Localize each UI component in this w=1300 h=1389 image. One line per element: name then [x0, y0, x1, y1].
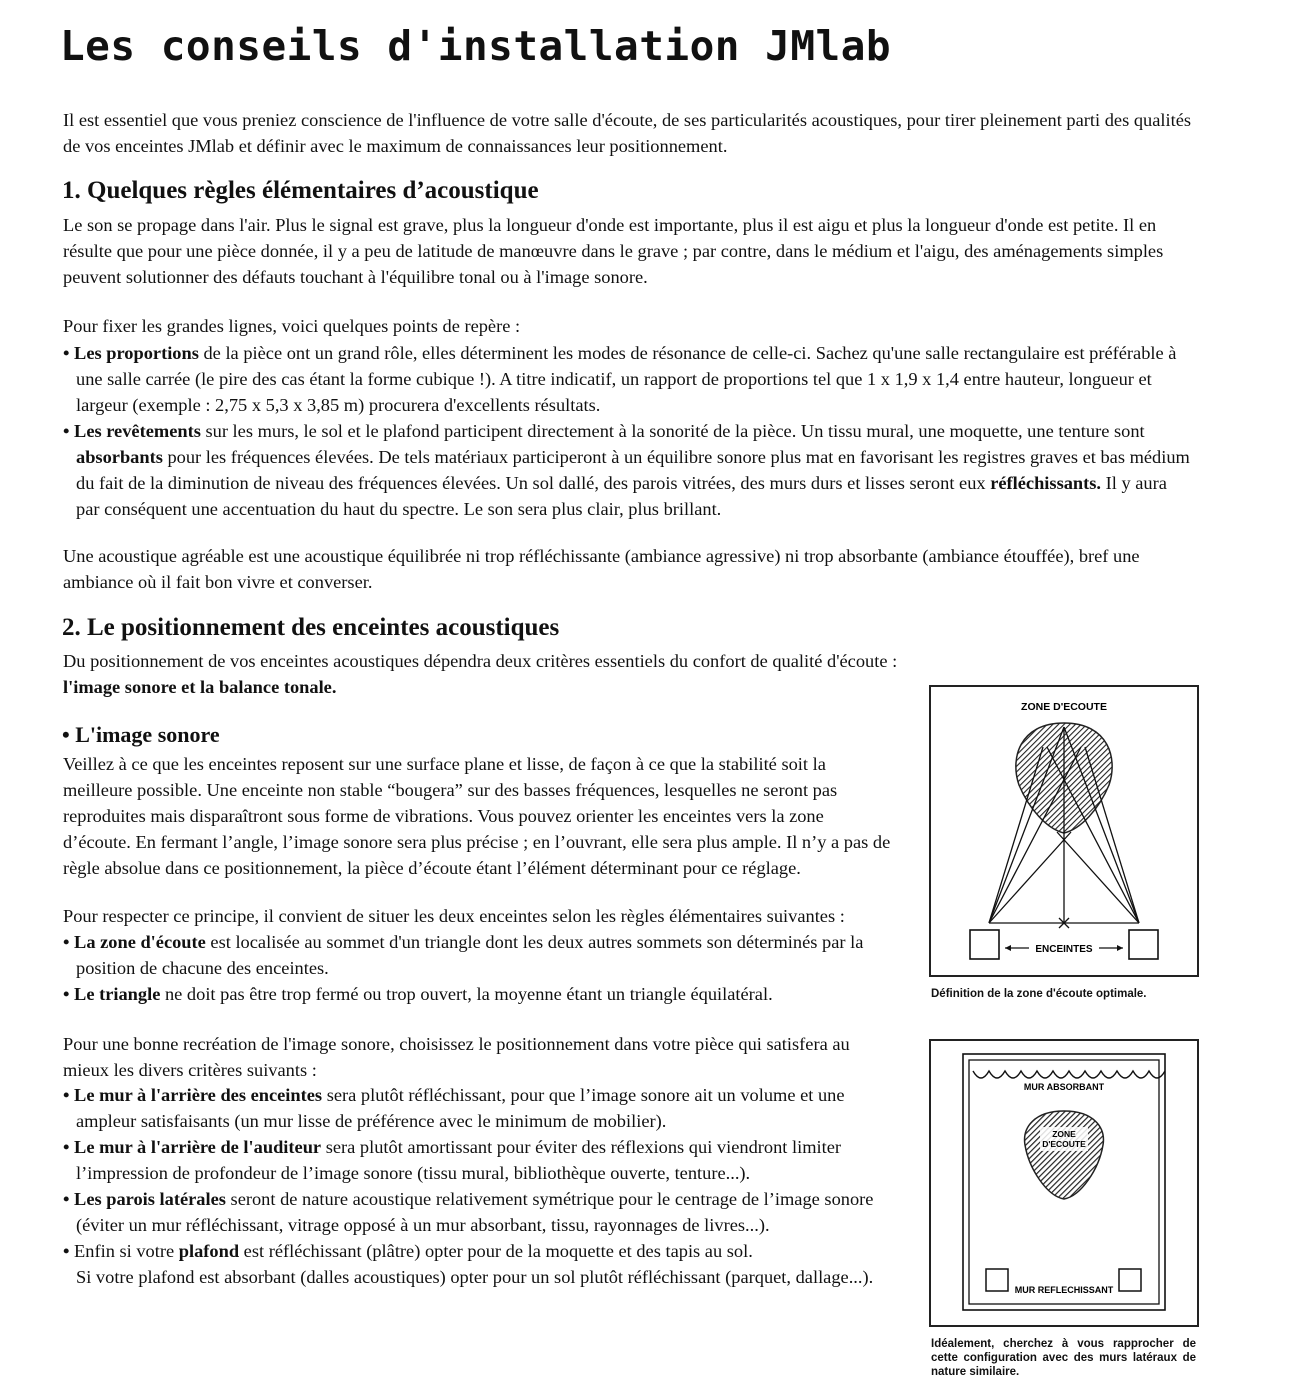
bold-term: Le triangle	[74, 984, 161, 1004]
sight-lines	[989, 727, 1139, 928]
page-title: Les conseils d'installation JMlab	[60, 22, 892, 70]
figure2-caption: Idéalement, cherchez à vous rapprocher de cette configuration avec des murs latéraux de nature similaire.	[931, 1338, 1196, 1378]
figure-listening-zone	[929, 685, 1199, 977]
list-item: • Les revêtements sur les murs, le sol et le plafond participent directement à la sonorité de la pièce. Un tissu mural, une moquette, une tenture sont absorbants pour les fréquences élevées. De tels matériaux participeront à un équilibre sonore plus mat en favorisant les registres graves et bas médium du fait de la diminution de niveau des fréquences élevées. Un sol dallé, des parois vitrées, des murs durs et lisses seront eux réfléchissants. Il y aura par conséquent une accentuation du haut du spectre. Le son sera plus clair, plus brillant.	[63, 421, 1190, 519]
zone-label: ZONE D'ECOUTE	[1021, 701, 1107, 713]
bold-term: Le mur à l'arrière des enceintes	[74, 1085, 323, 1105]
balanced-acoustics-paragraph: Une acoustique agréable est une acoustique équilibrée ni trop réfléchissante (ambiance agressive) ni trop absorbante (ambiance étouffée), bref une ambiance où il fait bon vivre et converser.	[63, 546, 1140, 592]
bold-term: La zone d'écoute	[74, 932, 206, 952]
list-item: • Enfin si votre plafond est réfléchissant (plâtre) opter pour de la moquette et des tapis au sol. Si votre plafond est absorbant (dalles acoustiques) opter pour un sol plutôt réfléchissant (parquet, dallage...).	[63, 1241, 874, 1287]
speakers-label: ENCEINTES	[1035, 944, 1093, 955]
bold-term: réfléchissants.	[990, 473, 1102, 493]
placement-criteria-list	[63, 1082, 893, 1290]
image-sonore-paragraph: Veillez à ce que les enceintes reposent sur une surface plane et lisse, de façon à ce que la stabilité soit la meilleure possible. Une enceinte non stable “bougera” sur des basses fréquences, lesquelles ne seront pas reproduites mais disparaîtront sous forme de vibrations. Vous pouvez orienter les enceintes vers la zone d’écoute. En fermant l’angle, l’image sonore sera plus précise ; en l’ouvrant, elle sera plus ample. Il n’y a pas de règle absolue dans ce positionnement, la pièce d’écoute étant l’élément déterminant pour ce réglage.	[63, 754, 891, 878]
triangle-diagram	[931, 687, 1197, 975]
listening-zone-shape	[1025, 1111, 1104, 1199]
list-item: • Les proportions de la pièce ont un grand rôle, elles déterminent les modes de résonance de celle-ci. Sachez qu'une salle rectangulaire est préférable à une salle carrée (le pire des cas étant la forme cubique !). A titre indicatif, un rapport de proportions tel que 1 x 1,9 x 1,4 entre hauteur, longueur et largeur (exemple : 2,75 x 5,3 x 3,85 m) procurera d'excellents résultats.	[63, 343, 1177, 415]
triangle-rules-list	[63, 929, 893, 1007]
section2-heading: 2. Le positionnement des enceintes acoustiques	[62, 614, 560, 641]
list-item: • La zone d'écoute est localisée au sommet d'un triangle dont les deux autres sommets son déterminés par la position de chacune des enceintes.	[63, 932, 864, 978]
figure1-caption: Définition de la zone d'écoute optimale.	[931, 988, 1147, 1000]
section2-intro: Du positionnement de vos enceintes acoustiques dépendra deux critères essentiels du confort de qualité d'écoute : l'image sonore et la balance tonale.	[63, 651, 898, 697]
arrow-left-icon	[1005, 945, 1011, 951]
section1-paragraph: Le son se propage dans l'air. Plus le signal est grave, plus la longueur d'onde est importante, plus il est aigu et plus la longueur d'onde est petite. Il en résulte que pour une pièce donnée, il y a peu de latitude de manœuvre dans le grave ; par contre, dans le médium et l'aigu, des aménagements simples peuvent solutionner des défauts touchant à l'équilibre tonal ou à l'image sonore.	[63, 215, 1164, 287]
subsection-heading: • L'image sonore	[62, 722, 220, 747]
bold-term: Les proportions	[74, 343, 199, 363]
arrow-right-icon	[1117, 945, 1123, 951]
reflective-wall-label: MUR REFLECHISSANT	[1014, 1285, 1114, 1295]
bold-term: Les revêtements	[74, 421, 201, 441]
absorbent-wall-icon	[973, 1071, 1165, 1078]
bold-term: Les parois latérales	[74, 1189, 226, 1209]
bold-term: l'image sonore et la balance tonale.	[63, 677, 337, 697]
absorbent-wall-label: MUR ABSORBANT	[1023, 1082, 1105, 1092]
reference-points-intro: Pour fixer les grandes lignes, voici quelques points de repère :	[63, 316, 521, 336]
section1-heading: 1. Quelques règles élémentaires d’acoustique	[62, 177, 539, 204]
bold-term: Le mur à l'arrière de l'auditeur	[74, 1137, 322, 1157]
list-item: • Les parois latérales seront de nature acoustique relativement symétrique pour le centrage de l’image sonore (éviter un mur réfléchissant, vitrage opposé à un mur absorbant, tissu, rayonnages de livres...).	[63, 1189, 874, 1235]
right-speaker-icon	[1129, 930, 1158, 959]
list-item: • Le triangle ne doit pas être trop fermé ou trop ouvert, la moyenne étant un triangle équilatéral.	[63, 984, 773, 1004]
list-item: • Le mur à l'arrière de l'auditeur sera plutôt amortissant pour éviter des réflexions qui viendront limiter l’impression de profondeur de l’image sonore (tissu mural, bibliothèque ouverte, tenture...).	[63, 1137, 842, 1183]
list-item: • Le mur à l'arrière des enceintes sera plutôt réfléchissant, pour que l’image sonore ait un volume et une ampleur satisfaisants (un mur lisse de préférence avec le minimum de mobilier).	[63, 1085, 845, 1131]
left-speaker-icon	[986, 1269, 1008, 1291]
bold-term: plafond	[178, 1241, 240, 1261]
room-diagram	[931, 1041, 1197, 1325]
bold-term: absorbants	[76, 447, 163, 467]
figure-room-configuration	[929, 1039, 1199, 1327]
zone-label-line2: D'ECOUTE	[1042, 1139, 1086, 1149]
right-speaker-icon	[1119, 1269, 1141, 1291]
reference-points-list	[63, 340, 1190, 522]
triangle-rules-intro: Pour respecter ce principe, il convient de situer les deux enceintes selon les règles élémentaires suivantes :	[63, 906, 845, 926]
intro-paragraph: Il est essentiel que vous preniez conscience de l'influence de votre salle d'écoute, de ses particularités acoustiques, pour tirer pleinement parti des qualités de vos enceintes JMlab et définir avec le maximum de connaissances leur positionnement.	[63, 110, 1192, 156]
placement-criteria-intro: Pour une bonne recréation de l'image sonore, choisissez le positionnement dans votre pièce qui satisfera au mieux les divers critères suivants :	[63, 1034, 850, 1080]
left-speaker-icon	[970, 930, 999, 959]
zone-label-line1: ZONE	[1052, 1129, 1076, 1139]
